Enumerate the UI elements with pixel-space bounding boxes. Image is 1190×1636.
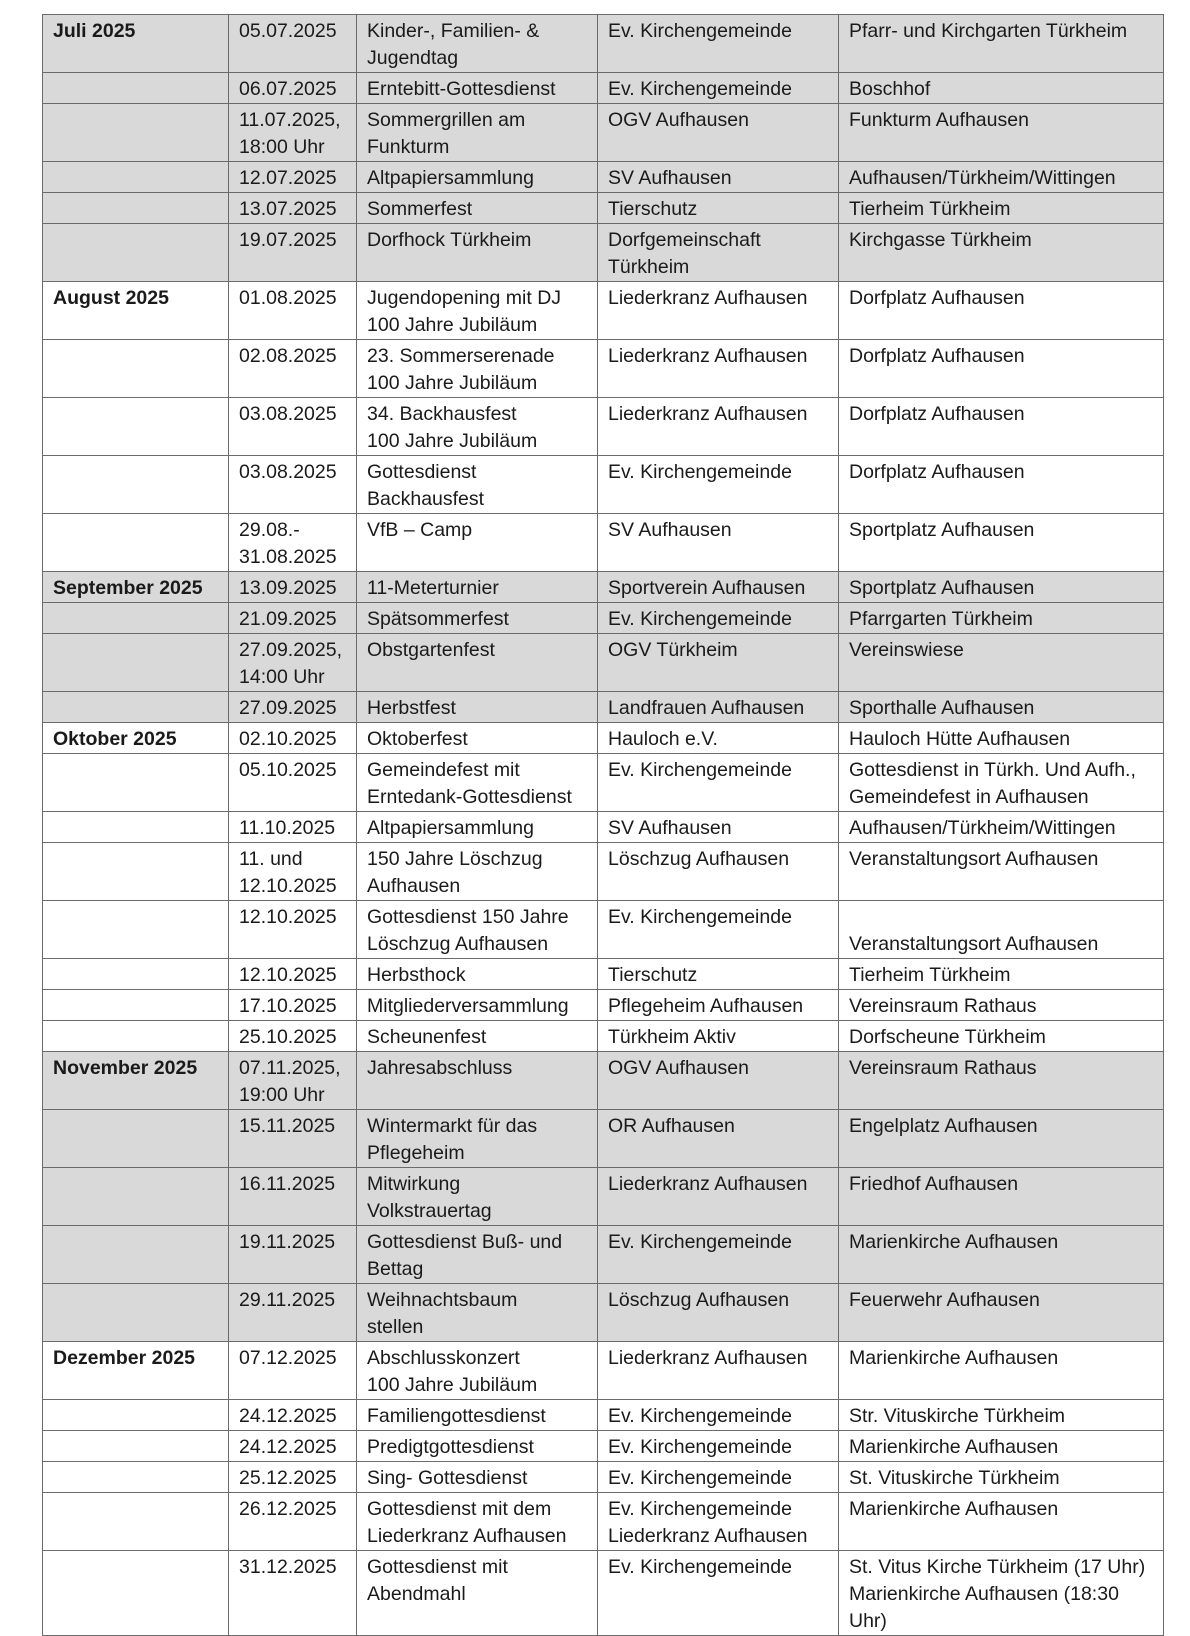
- date-cell: 15.11.2025: [229, 1110, 357, 1168]
- month-cell: [43, 603, 229, 634]
- location-cell: Pfarrgarten Türkheim: [839, 603, 1164, 634]
- organizer-cell: OR Aufhausen: [598, 1110, 839, 1168]
- month-cell: [43, 1493, 229, 1551]
- organizer-cell: Tierschutz: [598, 193, 839, 224]
- event-row: [43, 224, 1164, 282]
- location-cell: Str. Vituskirche Türkheim: [839, 1400, 1164, 1431]
- event-cell: Herbsthock: [357, 959, 598, 990]
- event-cell: 150 Jahre Löschzug Aufhausen: [357, 843, 598, 901]
- location-cell: Marienkirche Aufhausen: [839, 1493, 1164, 1551]
- location-cell: Marienkirche Aufhausen: [839, 1431, 1164, 1462]
- date-cell: 29.11.2025: [229, 1284, 357, 1342]
- month-cell: [43, 1551, 229, 1636]
- organizer-cell: Löschzug Aufhausen: [598, 843, 839, 901]
- event-row: [43, 723, 1164, 754]
- organizer-cell: Liederkranz Aufhausen: [598, 398, 839, 456]
- event-cell: Gottesdienst Buß- und Bettag: [357, 1226, 598, 1284]
- month-cell: [43, 1284, 229, 1342]
- event-row: [43, 843, 1164, 901]
- event-row: [43, 340, 1164, 398]
- date-cell: 06.07.2025: [229, 73, 357, 104]
- event-row: [43, 634, 1164, 692]
- month-cell: [43, 456, 229, 514]
- location-cell: Dorfplatz Aufhausen: [839, 282, 1164, 340]
- location-cell: Feuerwehr Aufhausen: [839, 1284, 1164, 1342]
- location-cell: Boschhof: [839, 73, 1164, 104]
- date-cell: 31.12.2025: [229, 1551, 357, 1636]
- location-cell: Sporthalle Aufhausen: [839, 692, 1164, 723]
- month-cell: [43, 812, 229, 843]
- date-cell: 11.07.2025, 18:00 Uhr: [229, 104, 357, 162]
- event-row: [43, 1400, 1164, 1431]
- organizer-cell: Landfrauen Aufhausen: [598, 692, 839, 723]
- organizer-cell: Ev. Kirchengemeinde: [598, 1400, 839, 1431]
- event-row: [43, 456, 1164, 514]
- location-cell: St. Vitus Kirche Türkheim (17 Uhr) Marienkirche Aufhausen (18:30 Uhr): [839, 1551, 1164, 1636]
- event-row: [43, 1551, 1164, 1636]
- organizer-cell: Ev. Kirchengemeinde: [598, 1551, 839, 1636]
- event-cell: Gemeindefest mit Erntedank-Gottesdienst: [357, 754, 598, 812]
- location-cell: Marienkirche Aufhausen: [839, 1226, 1164, 1284]
- date-cell: 03.08.2025: [229, 456, 357, 514]
- month-cell: September 2025: [43, 572, 229, 603]
- organizer-cell: Sportverein Aufhausen: [598, 572, 839, 603]
- date-cell: 19.11.2025: [229, 1226, 357, 1284]
- organizer-cell: Liederkranz Aufhausen: [598, 340, 839, 398]
- event-row: [43, 15, 1164, 73]
- event-row: [43, 1284, 1164, 1342]
- month-cell: Oktober 2025: [43, 723, 229, 754]
- event-cell: Oktoberfest: [357, 723, 598, 754]
- location-cell: Vereinswiese: [839, 634, 1164, 692]
- event-cell: Scheunenfest: [357, 1021, 598, 1052]
- location-cell: Sportplatz Aufhausen: [839, 514, 1164, 572]
- month-cell: Juli 2025: [43, 15, 229, 73]
- event-cell: Sommergrillen am Funkturm: [357, 104, 598, 162]
- event-row: [43, 812, 1164, 843]
- event-cell: Gottesdienst mit Abendmahl: [357, 1551, 598, 1636]
- location-cell: Aufhausen/Türkheim/Wittingen: [839, 812, 1164, 843]
- organizer-cell: Ev. Kirchengemeinde: [598, 1462, 839, 1493]
- location-cell: St. Vituskirche Türkheim: [839, 1462, 1164, 1493]
- organizer-cell: Ev. Kirchengemeinde: [598, 1226, 839, 1284]
- date-cell: 16.11.2025: [229, 1168, 357, 1226]
- event-cell: Sommerfest: [357, 193, 598, 224]
- event-row: [43, 193, 1164, 224]
- location-cell: Kirchgasse Türkheim: [839, 224, 1164, 282]
- date-cell: 12.07.2025: [229, 162, 357, 193]
- date-cell: 24.12.2025: [229, 1400, 357, 1431]
- location-cell: Tierheim Türkheim: [839, 959, 1164, 990]
- organizer-cell: Löschzug Aufhausen: [598, 1284, 839, 1342]
- month-cell: [43, 1226, 229, 1284]
- event-cell: Sing- Gottesdienst: [357, 1462, 598, 1493]
- event-cell: Kinder-, Familien- & Jugendtag: [357, 15, 598, 73]
- month-cell: [43, 754, 229, 812]
- month-cell: [43, 1168, 229, 1226]
- month-cell: [43, 340, 229, 398]
- organizer-cell: OGV Aufhausen: [598, 104, 839, 162]
- date-cell: 21.09.2025: [229, 603, 357, 634]
- location-cell: Hauloch Hütte Aufhausen: [839, 723, 1164, 754]
- event-row: [43, 572, 1164, 603]
- event-cell: Mitgliederversammlung: [357, 990, 598, 1021]
- month-cell: [43, 104, 229, 162]
- event-row: [43, 990, 1164, 1021]
- organizer-cell: SV Aufhausen: [598, 514, 839, 572]
- date-cell: 27.09.2025, 14:00 Uhr: [229, 634, 357, 692]
- event-cell: Dorfhock Türkheim: [357, 224, 598, 282]
- date-cell: 01.08.2025: [229, 282, 357, 340]
- organizer-cell: Ev. Kirchengemeinde: [598, 901, 839, 959]
- event-cell: Jugendopening mit DJ 100 Jahre Jubiläum: [357, 282, 598, 340]
- event-row: [43, 1052, 1164, 1110]
- event-cell: Herbstfest: [357, 692, 598, 723]
- event-row: [43, 73, 1164, 104]
- date-cell: 26.12.2025: [229, 1493, 357, 1551]
- event-row: [43, 603, 1164, 634]
- location-cell: Gottesdienst in Türkh. Und Aufh., Gemeindefest in Aufhausen: [839, 754, 1164, 812]
- event-cell: Abschlusskonzert 100 Jahre Jubiläum: [357, 1342, 598, 1400]
- month-cell: [43, 1431, 229, 1462]
- location-cell: Pfarr- und Kirchgarten Türkheim: [839, 15, 1164, 73]
- date-cell: 29.08.- 31.08.2025: [229, 514, 357, 572]
- month-cell: [43, 514, 229, 572]
- organizer-cell: Tierschutz: [598, 959, 839, 990]
- date-cell: 13.09.2025: [229, 572, 357, 603]
- event-cell: Altpapiersammlung: [357, 812, 598, 843]
- event-row: [43, 162, 1164, 193]
- event-cell: Altpapiersammlung: [357, 162, 598, 193]
- location-cell: Dorfscheune Türkheim: [839, 1021, 1164, 1052]
- event-row: [43, 1021, 1164, 1052]
- location-cell: Dorfplatz Aufhausen: [839, 398, 1164, 456]
- organizer-cell: Ev. Kirchengemeinde: [598, 15, 839, 73]
- month-cell: November 2025: [43, 1052, 229, 1110]
- location-cell: Marienkirche Aufhausen: [839, 1342, 1164, 1400]
- date-cell: 07.11.2025, 19:00 Uhr: [229, 1052, 357, 1110]
- month-cell: [43, 193, 229, 224]
- event-cell: Jahresabschluss: [357, 1052, 598, 1110]
- date-cell: 02.08.2025: [229, 340, 357, 398]
- date-cell: 19.07.2025: [229, 224, 357, 282]
- event-cell: Obstgartenfest: [357, 634, 598, 692]
- month-cell: [43, 692, 229, 723]
- date-cell: 25.10.2025: [229, 1021, 357, 1052]
- organizer-cell: OGV Aufhausen: [598, 1052, 839, 1110]
- event-cell: VfB – Camp: [357, 514, 598, 572]
- date-cell: 12.10.2025: [229, 959, 357, 990]
- month-cell: [43, 1110, 229, 1168]
- event-row: [43, 1226, 1164, 1284]
- date-cell: 03.08.2025: [229, 398, 357, 456]
- events-table: [42, 14, 1164, 1636]
- date-cell: 12.10.2025: [229, 901, 357, 959]
- event-cell: Spätsommerfest: [357, 603, 598, 634]
- organizer-cell: Pflegeheim Aufhausen: [598, 990, 839, 1021]
- organizer-cell: Ev. Kirchengemeinde: [598, 1431, 839, 1462]
- event-row: [43, 901, 1164, 959]
- month-cell: [43, 162, 229, 193]
- organizer-cell: Dorfgemeinschaft Türkheim: [598, 224, 839, 282]
- event-row: [43, 1342, 1164, 1400]
- location-cell: Dorfplatz Aufhausen: [839, 456, 1164, 514]
- location-cell: Dorfplatz Aufhausen: [839, 340, 1164, 398]
- organizer-cell: OGV Türkheim: [598, 634, 839, 692]
- event-row: [43, 514, 1164, 572]
- month-cell: [43, 73, 229, 104]
- organizer-cell: SV Aufhausen: [598, 812, 839, 843]
- date-cell: 05.10.2025: [229, 754, 357, 812]
- location-cell: Engelplatz Aufhausen: [839, 1110, 1164, 1168]
- date-cell: 11.10.2025: [229, 812, 357, 843]
- month-cell: August 2025: [43, 282, 229, 340]
- date-cell: 27.09.2025: [229, 692, 357, 723]
- organizer-cell: Hauloch e.V.: [598, 723, 839, 754]
- event-cell: 11-Meterturnier: [357, 572, 598, 603]
- location-cell: Veranstaltungsort Aufhausen: [839, 843, 1164, 901]
- date-cell: 17.10.2025: [229, 990, 357, 1021]
- event-cell: Gottesdienst 150 Jahre Löschzug Aufhausen: [357, 901, 598, 959]
- event-row: [43, 1493, 1164, 1551]
- event-row: [43, 1168, 1164, 1226]
- location-cell: Vereinsraum Rathaus: [839, 990, 1164, 1021]
- organizer-cell: Ev. Kirchengemeinde Liederkranz Aufhausen: [598, 1493, 839, 1551]
- month-cell: [43, 398, 229, 456]
- date-cell: 13.07.2025: [229, 193, 357, 224]
- event-row: [43, 1462, 1164, 1493]
- event-cell: Erntebitt-Gottesdienst: [357, 73, 598, 104]
- date-cell: 11. und 12.10.2025: [229, 843, 357, 901]
- month-cell: [43, 959, 229, 990]
- organizer-cell: Ev. Kirchengemeinde: [598, 456, 839, 514]
- event-row: [43, 692, 1164, 723]
- month-cell: [43, 990, 229, 1021]
- organizer-cell: Ev. Kirchengemeinde: [598, 73, 839, 104]
- events-table-body: [43, 15, 1164, 1636]
- organizer-cell: Türkheim Aktiv: [598, 1021, 839, 1052]
- organizer-cell: Liederkranz Aufhausen: [598, 1168, 839, 1226]
- event-cell: Weihnachtsbaum stellen: [357, 1284, 598, 1342]
- event-cell: Gottesdienst mit dem Liederkranz Aufhausen: [357, 1493, 598, 1551]
- event-row: [43, 1110, 1164, 1168]
- event-row: [43, 959, 1164, 990]
- location-cell: Friedhof Aufhausen: [839, 1168, 1164, 1226]
- event-row: [43, 398, 1164, 456]
- month-cell: [43, 1021, 229, 1052]
- organizer-cell: Liederkranz Aufhausen: [598, 1342, 839, 1400]
- month-cell: [43, 1400, 229, 1431]
- date-cell: 02.10.2025: [229, 723, 357, 754]
- month-cell: [43, 901, 229, 959]
- event-cell: 23. Sommerserenade 100 Jahre Jubiläum: [357, 340, 598, 398]
- organizer-cell: Liederkranz Aufhausen: [598, 282, 839, 340]
- month-cell: Dezember 2025: [43, 1342, 229, 1400]
- month-cell: [43, 843, 229, 901]
- location-cell: Tierheim Türkheim: [839, 193, 1164, 224]
- event-row: [43, 282, 1164, 340]
- organizer-cell: Ev. Kirchengemeinde: [598, 754, 839, 812]
- month-cell: [43, 634, 229, 692]
- organizer-cell: Ev. Kirchengemeinde: [598, 603, 839, 634]
- event-cell: Predigtgottesdienst: [357, 1431, 598, 1462]
- event-row: [43, 1431, 1164, 1462]
- location-cell: Sportplatz Aufhausen: [839, 572, 1164, 603]
- location-cell: Aufhausen/Türkheim/Wittingen: [839, 162, 1164, 193]
- location-cell: Vereinsraum Rathaus: [839, 1052, 1164, 1110]
- date-cell: 25.12.2025: [229, 1462, 357, 1493]
- event-cell: Wintermarkt für das Pflegeheim: [357, 1110, 598, 1168]
- location-cell: Funkturm Aufhausen: [839, 104, 1164, 162]
- event-cell: Mitwirkung Volkstrauertag: [357, 1168, 598, 1226]
- event-row: [43, 104, 1164, 162]
- date-cell: 24.12.2025: [229, 1431, 357, 1462]
- event-cell: Familiengottesdienst: [357, 1400, 598, 1431]
- location-cell: Veranstaltungsort Aufhausen: [839, 901, 1164, 959]
- month-cell: [43, 224, 229, 282]
- event-cell: Gottesdienst Backhausfest: [357, 456, 598, 514]
- organizer-cell: SV Aufhausen: [598, 162, 839, 193]
- month-cell: [43, 1462, 229, 1493]
- event-cell: 34. Backhausfest 100 Jahre Jubiläum: [357, 398, 598, 456]
- date-cell: 07.12.2025: [229, 1342, 357, 1400]
- date-cell: 05.07.2025: [229, 15, 357, 73]
- event-row: [43, 754, 1164, 812]
